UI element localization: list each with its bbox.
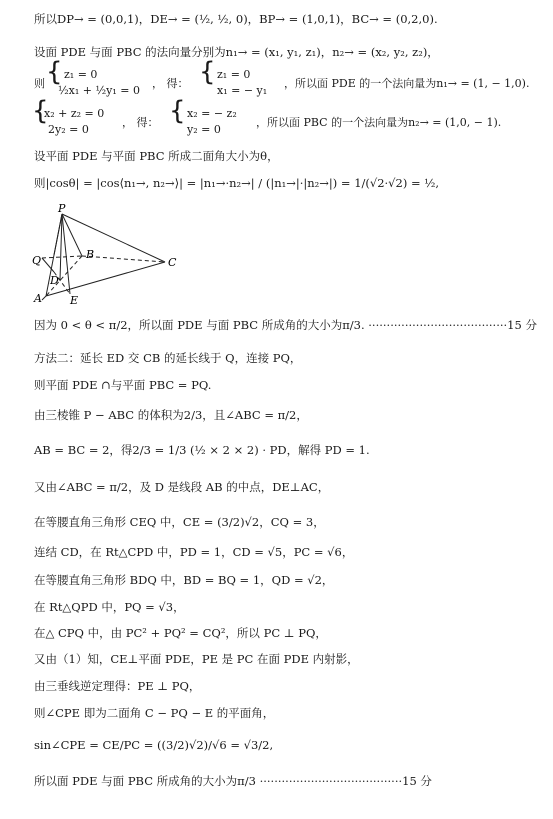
- brace: {: [199, 57, 216, 87]
- cpq-line: 在△ CPQ 中，由 PC² + PQ² = CQ²，所以 PC ⊥ PQ，: [34, 626, 327, 640]
- system-1-prefix: 则: [34, 77, 45, 90]
- label-Q: Q: [32, 254, 42, 267]
- label-C: C: [168, 256, 177, 269]
- system-1-eq1: z₁ = 0: [64, 68, 98, 81]
- label-P: P: [58, 202, 66, 215]
- system-2-res2: y₂ = 0: [187, 123, 221, 136]
- system-1-res2: x₁ = − y₁: [217, 84, 268, 97]
- normals-line: 设面 PDE 与面 PBC 的法向量分别为n₁→ = (x₁, y₁, z₁)，n₂→ = (x₂, y₂, z₂)，: [34, 45, 439, 59]
- vectors-line: 所以DP→ = (0,0,1)，DE→ = (½, ½, 0)，BP→ = (1,0,1)，BC→ = (0,2,0).: [34, 12, 438, 26]
- brace: {: [46, 57, 63, 87]
- system-1-tail: ，所以面 PDE 的一个法向量为n₁→ = (1, − 1,0).: [284, 77, 530, 90]
- brace: {: [169, 96, 186, 126]
- pyramid-figure: [30, 200, 190, 310]
- projection-line: 又由（1）知，CE⊥平面 PDE，PE 是 PC 在面 PDE 内射影，: [34, 652, 359, 666]
- ceq-line: 在等腰直角三角形 CEQ 中，CE = (3/2)√2，CQ = 3，: [34, 515, 325, 529]
- bdq-line: 在等腰直角三角形 BDQ 中，BD = BQ = 1，QD = √2，: [34, 573, 334, 587]
- volume-line: 由三棱锥 P − ABC 的体积为2/3，且∠ABC = π/2，: [34, 408, 308, 422]
- three-line: 由三垂线逆定理得：PE ⊥ PQ，: [34, 679, 201, 693]
- intersection-line: 则平面 PDE ∩与平面 PBC = PQ.: [34, 378, 212, 392]
- plane-line: 则∠CPE 即为二面角 C − PQ − E 的平面角，: [34, 706, 275, 720]
- system-1-res1: z₁ = 0: [217, 68, 251, 81]
- system-2-eq2: 2y₂ = 0: [48, 123, 89, 136]
- angle-line: 又由∠ABC = π/2，及 D 是线段 AB 的中点，DE⊥AC，: [34, 480, 330, 494]
- system-2-mid: ， 得：: [122, 116, 159, 129]
- sin-line: sin∠CPE = CE/PC = ((3/2)√2)/√6 = √3/2,: [34, 738, 274, 752]
- because-line: 因为 0 < θ < π/2，所以面 PDE 与面 PBC 所成角的大小为π/3. ······································15 分: [34, 318, 537, 332]
- label-D: D: [50, 274, 59, 287]
- system-1-mid: ， 得：: [152, 77, 189, 90]
- system-2-eq1: x₂ + z₂ = 0: [44, 107, 105, 120]
- label-A: A: [34, 292, 42, 305]
- method2-line: 方法二：延长 ED 交 CB 的延长线于 Q，连接 PQ，: [34, 351, 302, 365]
- cd-line: 连结 CD，在 Rt△CPD 中，PD = 1，CD = √5，PC = √6，: [34, 545, 354, 559]
- cos-line: 则|cosθ| = |cos⟨n₁→, n₂→⟩| = |n₁→·n₂→| / (|n₁→|·|n₂→|) = 1/(√2·√2) = ½,: [34, 176, 440, 190]
- label-E: E: [70, 294, 79, 307]
- system-2-res1: x₂ = − z₂: [187, 107, 237, 120]
- label-B: B: [86, 248, 95, 261]
- final-line: 所以面 PDE 与面 PBC 所成角的大小为π/3 ·······································15 分: [34, 774, 432, 788]
- brace: {: [32, 96, 49, 126]
- theta-line: 设平面 PDE 与平面 PBC 所成二面角大小为θ，: [34, 149, 279, 163]
- ab-line: AB = BC = 2，得2/3 = 1/3 (½ × 2 × 2) · PD，解得 PD = 1.: [34, 443, 370, 457]
- system-2-tail: ，所以面 PBC 的一个法向量为n₂→ = (1,0, − 1).: [256, 116, 502, 129]
- system-1-eq2: ½x₁ + ½y₁ = 0: [58, 84, 140, 97]
- pq-line: 在 Rt△QPD 中，PQ = √3，: [34, 600, 185, 614]
